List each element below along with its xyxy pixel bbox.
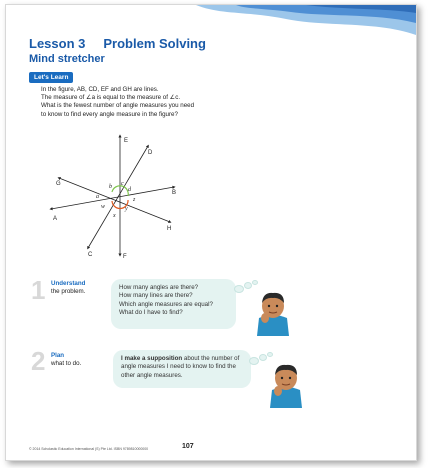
- angle-label-w: w: [101, 204, 106, 210]
- point-label-g: G: [56, 181, 61, 187]
- point-label-h: H: [167, 226, 172, 232]
- point-label-a: A: [53, 216, 58, 222]
- lets-learn-badge: Let's Learn: [29, 72, 73, 83]
- problem-line: In the figure, AB, CD, EF and GH are lines.: [41, 86, 159, 93]
- lesson-title: [29, 36, 206, 51]
- problem-line: What is the fewest number of angle measures you need: [41, 102, 195, 110]
- point-label-c: C: [88, 252, 93, 258]
- bubble-line: How many lines are there?: [119, 292, 193, 300]
- angle-label-c: c: [121, 181, 124, 187]
- copyright-notice: © 2014 Scholastic Education International (S) Pte Ltd. ISBN 9789810000000: [29, 447, 149, 451]
- step-heading: [51, 352, 81, 368]
- angle-label-x: x: [113, 213, 116, 219]
- point-label-d: D: [148, 150, 153, 156]
- step-heading-label: Plan: [51, 352, 65, 359]
- problem-line: The measure of ∠a is equal to the measure of ∠c.: [41, 94, 181, 102]
- step-number: 2: [31, 346, 46, 376]
- thought-dot: [234, 285, 244, 293]
- angle-label-b: b: [109, 184, 112, 190]
- angle-label-y: y: [125, 206, 128, 212]
- angle-label-d: d: [128, 187, 131, 193]
- lesson-topic: Problem Solving: [103, 36, 206, 51]
- problem-line: to know to find every angle measure in the figure?: [41, 110, 178, 118]
- section-subtitle: Mind stretcher: [29, 53, 105, 65]
- step-heading: [51, 280, 85, 296]
- thought-dot: [252, 280, 258, 285]
- step-heading-label: Understand: [51, 280, 86, 287]
- bubble-text: about the number of angle measures I need to know to find the other angle measures.: [121, 355, 240, 379]
- angle-label-z: z: [133, 197, 136, 203]
- intersecting-lines-figure: [36, 130, 206, 260]
- bubble-line: What do I have to find?: [119, 308, 183, 316]
- thought-dot: [267, 352, 273, 357]
- step-number: 1: [31, 275, 46, 305]
- problem-statement: [41, 86, 291, 119]
- thought-bubble: [111, 279, 236, 329]
- bubble-bold-text: I make a supposition: [121, 355, 183, 362]
- point-label-e: E: [124, 138, 129, 144]
- bubble-line: Which angle measures are equal?: [119, 300, 213, 308]
- page-number: 107: [182, 443, 194, 450]
- bubble-line: How many angles are there?: [119, 284, 199, 291]
- textbook-page: [5, 4, 417, 461]
- thinking-boy-illustration: [266, 360, 306, 408]
- step-heading-subtext: the problem.: [51, 288, 86, 295]
- step-heading-subtext: what to do.: [51, 360, 82, 367]
- lesson-number: Lesson 3: [29, 36, 86, 51]
- thought-bubble: [113, 350, 251, 388]
- thinking-boy-illustration: [253, 288, 293, 336]
- thought-dot: [249, 357, 259, 365]
- point-label-b: B: [172, 190, 177, 196]
- angle-label-a: a: [96, 194, 99, 200]
- thought-dot: [244, 282, 252, 289]
- point-label-f: F: [123, 254, 127, 260]
